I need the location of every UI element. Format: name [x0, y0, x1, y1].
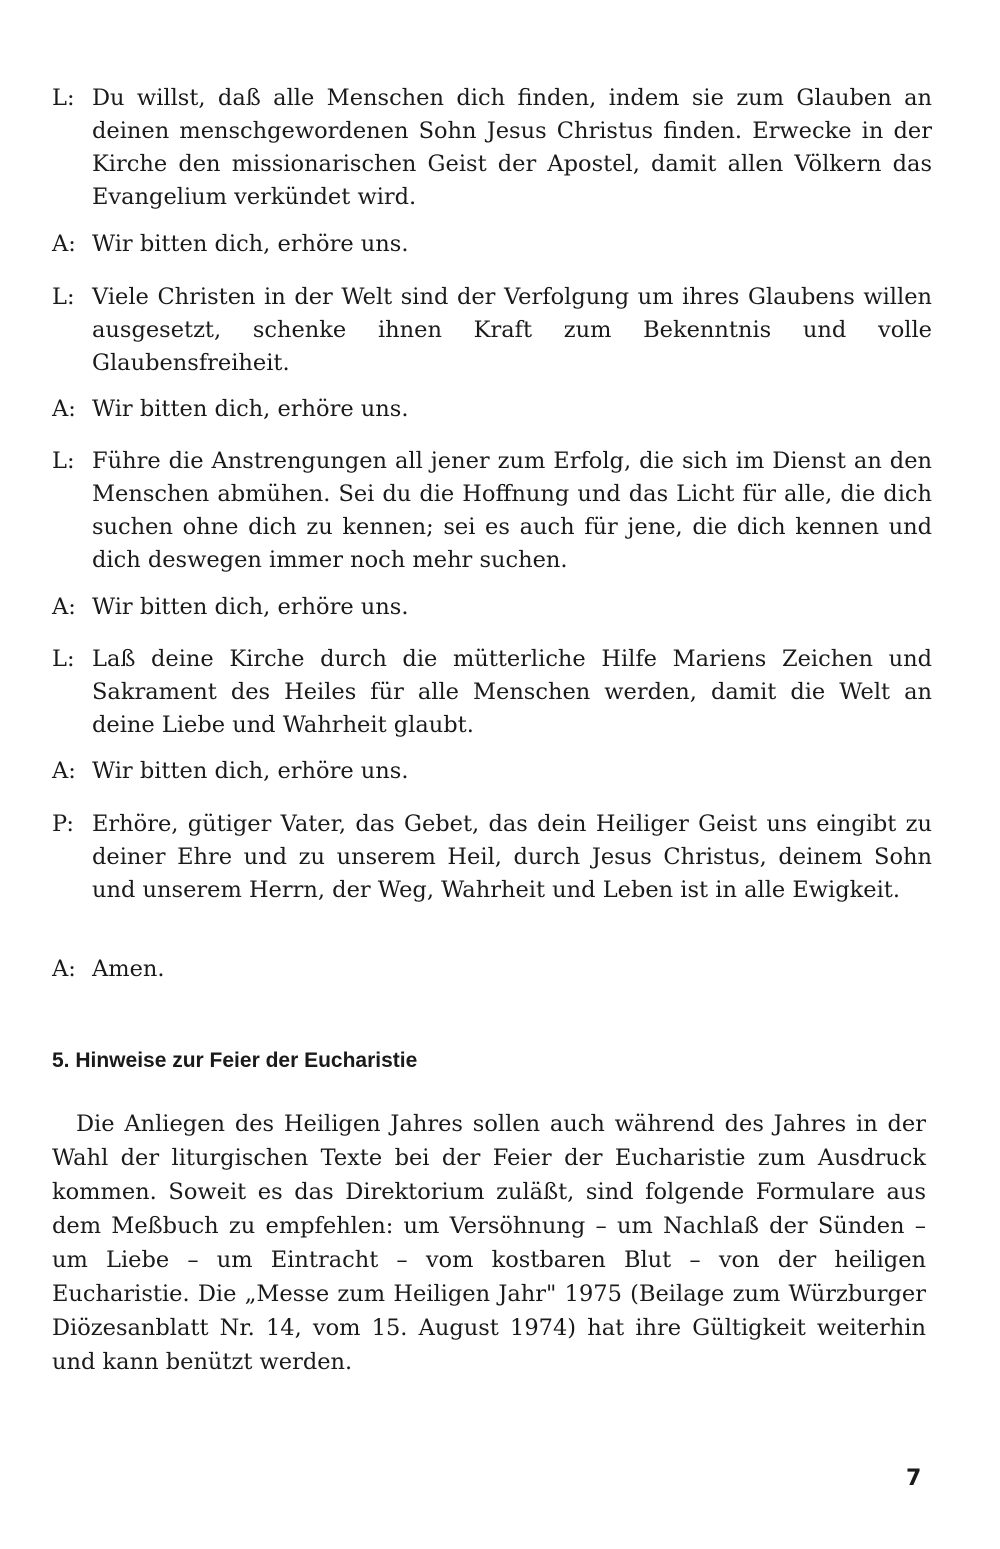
speaker-label: A:: [52, 594, 76, 620]
speaker-label: L:: [52, 646, 75, 672]
response-1: [52, 228, 932, 261]
response-4: [52, 755, 932, 788]
speaker-label: A:: [52, 956, 76, 982]
page-number: 7: [906, 1466, 922, 1491]
intercession-lector-4: [52, 643, 932, 742]
response-text: Wir bitten dich, erhöre uns.: [92, 758, 409, 784]
response-text: Wir bitten dich, erhöre uns.: [92, 396, 409, 422]
speaker-label: L:: [52, 85, 75, 111]
intercession-text: Führe die Anstrengungen all jener zum Erfolg, die sich im Dienst an den Menschen abmühen. Sei du die Hoffnung und das Licht für alle, die dich suchen ohne dich zu kennen; sei es auch für jene, die dich kennen und dich deswegen immer noch mehr suchen.: [92, 448, 932, 573]
intercession-text: Du willst, daß alle Menschen dich finden, indem sie zum Glauben an deinen menschgewordenen Sohn Jesus Christus finden. Erwecke in der Kirche den missionarischen Geist der Apostel, damit allen Völkern das Evangelium verkündet wird.: [92, 85, 932, 210]
speaker-label: L:: [52, 448, 75, 474]
concluding-prayer-priest: [52, 808, 932, 907]
speaker-label: A:: [52, 231, 76, 257]
section-heading: 5. Hinweise zur Feier der Eucharistie: [52, 1049, 418, 1072]
section-paragraph: Die Anliegen des Heiligen Jahres sollen auch während des Jahres in der Wahl der liturgischen Texte bei der Feier der Eucharistie zum Ausdruck kommen. Soweit es das Direktorium zuläßt, sind folgende Formulare aus dem Meßbuch zu empfehlen: um Versöhnung – um Nachlaß der Sünden – um Liebe – um Eintracht – vom kostbaren Blut – von der heiligen Eucharistie. Die „Messe zum Heiligen Jahr" 1975 (Beilage zum Würzburger Diözesanblatt Nr. 14, vom 15. August 1974) hat ihre Gültigkeit weiterhin und kann benützt werden.: [52, 1111, 926, 1375]
response-amen: [52, 953, 932, 986]
intercession-text: Viele Christen in der Welt sind der Verfolgung um ihres Glaubens willen ausgesetzt, schenke ihnen Kraft zum Bekenntnis und volle Glaubensfreiheit.: [92, 284, 932, 376]
speaker-label: P:: [52, 811, 74, 837]
prayer-text: Erhöre, gütiger Vater, das Gebet, das dein Heiliger Geist uns eingibt zu deiner Ehre und zu unserem Heil, durch Jesus Christus, deinem Sohn und unserem Herrn, der Weg, Wahrheit und Leben ist in alle Ewigkeit.: [92, 811, 932, 903]
response-text: Wir bitten dich, erhöre uns.: [92, 231, 409, 257]
response-2: [52, 393, 932, 426]
intercession-lector-1: [52, 82, 932, 214]
response-3: [52, 591, 932, 624]
speaker-label: L:: [52, 284, 75, 310]
response-text: Amen.: [92, 956, 165, 982]
intercession-text: Laß deine Kirche durch die mütterliche Hilfe Mariens Zeichen und Sakrament des Heiles für alle Menschen werden, damit die Welt an deine Liebe und Wahrheit glaubt.: [92, 646, 932, 738]
speaker-label: A:: [52, 758, 76, 784]
response-text: Wir bitten dich, erhöre uns.: [92, 594, 409, 620]
intercession-lector-2: [52, 281, 932, 380]
intercession-lector-3: [52, 445, 932, 577]
speaker-label: A:: [52, 396, 76, 422]
